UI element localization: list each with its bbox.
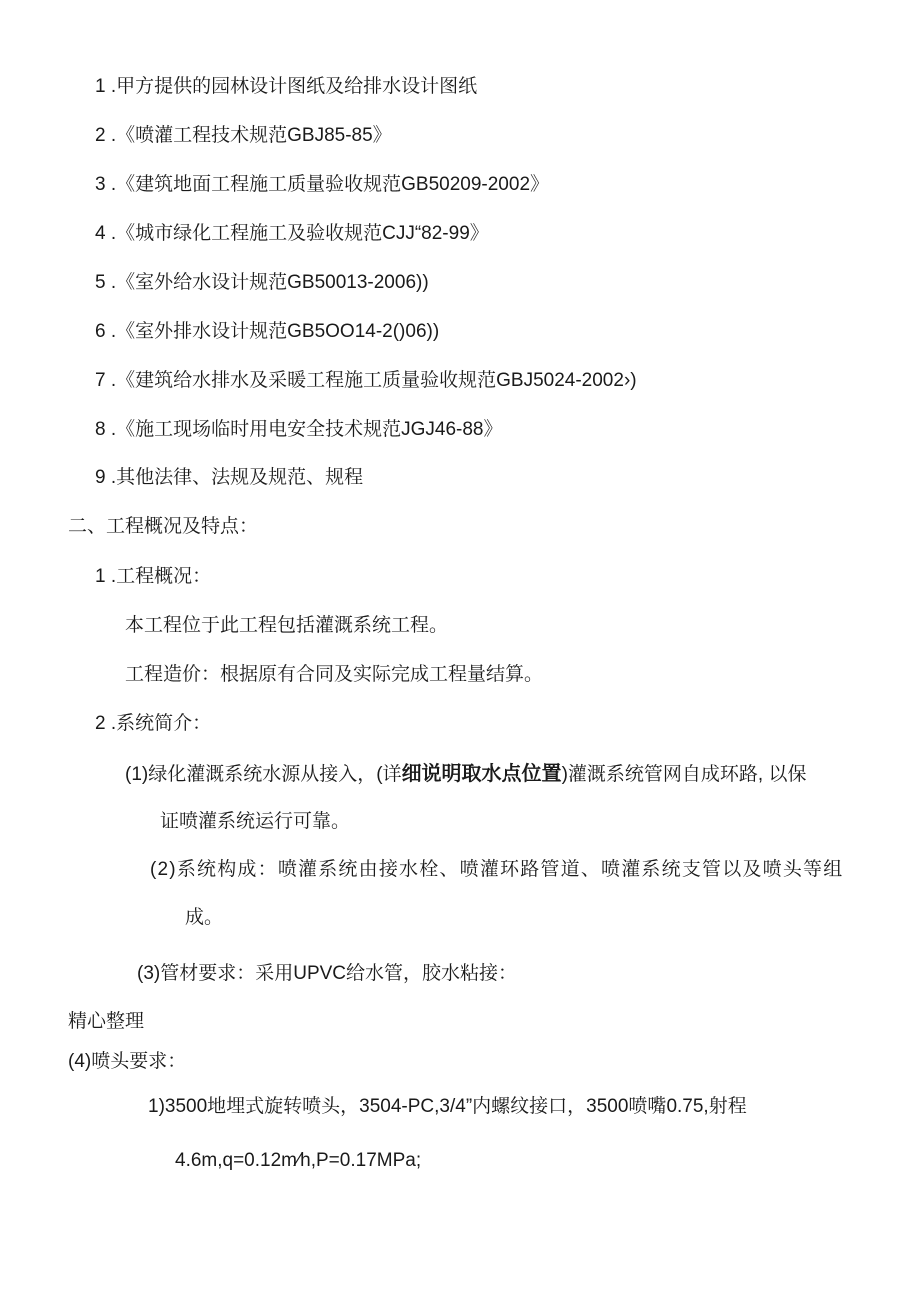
reference-item-8: 8 .《施工现场临时用电安全技术规范JGJ46-88》 bbox=[95, 419, 503, 440]
system-item-1-continued: 证喷灌系统运行可靠。 bbox=[160, 811, 351, 832]
reference-item-3: 3 .《建筑地面工程施工质量验收规范GB50209-2002》 bbox=[95, 174, 550, 195]
sprinkler-spec-1-continued: 4.6m,q=0.12m∕h,P=0.17MPa; bbox=[175, 1150, 422, 1171]
reference-item-2: 2 .《喷灌工程技术规范GBJ85-85》 bbox=[95, 125, 392, 146]
reference-item-1: 1 .甲方提供的园林设计图纸及给排水设计图纸 bbox=[95, 76, 478, 97]
sprinkler-requirements-title: (4)喷头要求： bbox=[68, 1051, 187, 1072]
system-item-2-continued: 成。 bbox=[185, 907, 224, 928]
page-note: 精心整理 bbox=[68, 1011, 145, 1032]
section-heading: 二、工程概况及特点： bbox=[68, 516, 259, 537]
system-item-1-highlight: 细说明取水点位置 bbox=[401, 763, 562, 785]
system-item-1 bbox=[125, 763, 806, 786]
system-item-1-after: )灌溉系统管网自成环路, 以保 bbox=[561, 764, 807, 785]
system-item-1-before: (1)绿化灌溉系统水源从接入，(详 bbox=[125, 764, 402, 785]
reference-item-7: 7 .《建筑给水排水及采暖工程施工质量验收规范GBJ5024-2002›) bbox=[95, 370, 637, 391]
reference-item-4: 4 .《城市绿化工程施工及验收规范CJJ“82-99》 bbox=[95, 223, 489, 244]
overview-title: 1 .工程概况： bbox=[95, 566, 212, 587]
system-item-2: (2)系统构成：喷灌系统由接水栓、喷灌环路管道、喷灌系统支管以及喷头等组 bbox=[150, 859, 844, 880]
system-item-3: (3)管材要求：采用UPVC给水管，胶水粘接： bbox=[137, 963, 518, 984]
system-title: 2 .系统简介： bbox=[95, 713, 212, 734]
reference-item-6: 6 .《室外排水设计规范GB5OO14-2()06)) bbox=[95, 321, 440, 342]
overview-paragraph-2: 工程造价：根据原有合同及实际完成工程量结算。 bbox=[125, 664, 544, 685]
reference-item-5: 5 .《室外给水设计规范GB50013-2006)) bbox=[95, 272, 429, 293]
reference-item-9: 9 .其他法律、法规及规范、规程 bbox=[95, 467, 364, 488]
sprinkler-spec-1: 1)3500地埋式旋转喷头，3504-PC,3/4”内螺纹接口，3500喷嘴0.75,射程 bbox=[148, 1096, 747, 1117]
overview-paragraph-1: 本工程位于此工程包括灌溉系统工程。 bbox=[125, 615, 449, 636]
